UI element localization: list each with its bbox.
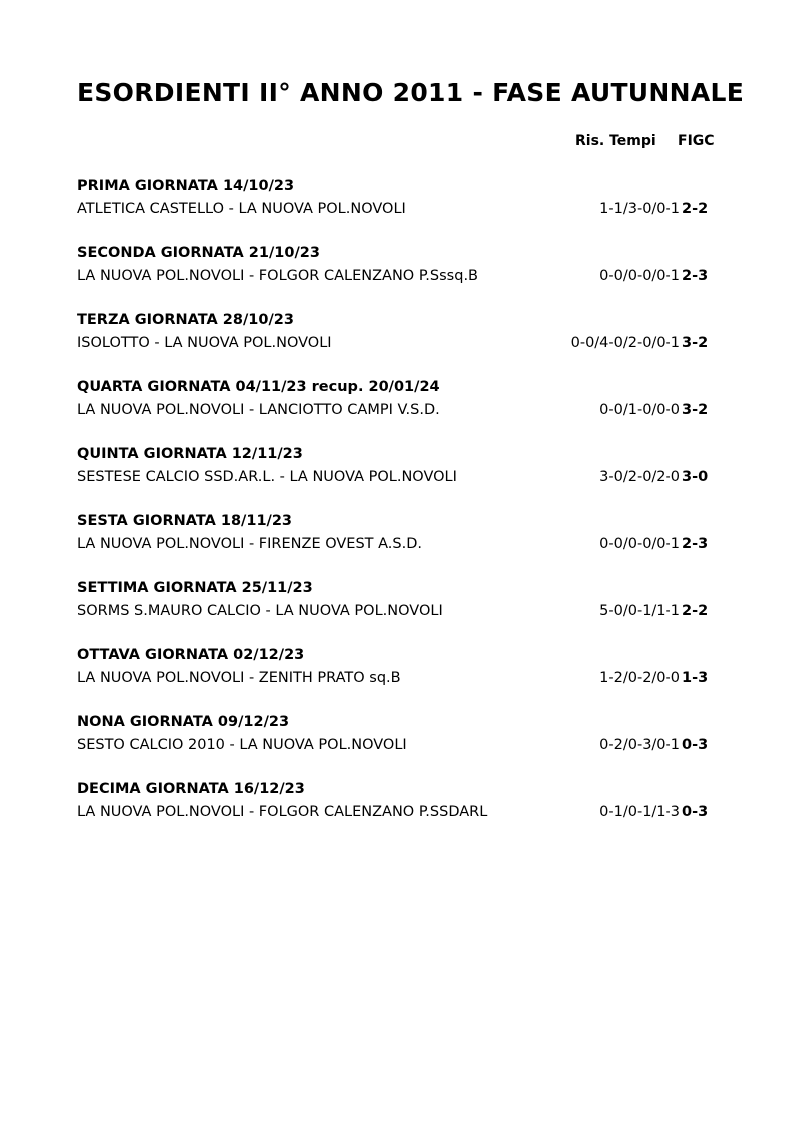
match-teams: SESTESE CALCIO SSD.AR.L. - LA NUOVA POL.NOVOLI <box>77 469 457 485</box>
round-title: SETTIMA GIORNATA 25/11/23 <box>77 580 313 596</box>
match-period-scores: 0-0/4-0/2-0/0-1 <box>570 335 680 351</box>
match-teams: SORMS S.MAURO CALCIO - LA NUOVA POL.NOVOLI <box>77 603 443 619</box>
match-period-scores: 5-0/0-1/1-1 <box>599 603 680 619</box>
match-figc-result: 1-3 <box>682 670 709 686</box>
match-teams: LA NUOVA POL.NOVOLI - FOLGOR CALENZANO P.SSDARL <box>77 804 488 820</box>
match-teams: LA NUOVA POL.NOVOLI - LANCIOTTO CAMPI V.S.D. <box>77 402 440 418</box>
match-teams: LA NUOVA POL.NOVOLI - FIRENZE OVEST A.S.D. <box>77 536 422 552</box>
round-title: QUARTA GIORNATA 04/11/23 recup. 20/01/24 <box>77 379 440 395</box>
match-period-scores: 0-0/0-0/0-1 <box>599 536 680 552</box>
round-title: OTTAVA GIORNATA 02/12/23 <box>77 647 305 663</box>
match-period-scores: 0-2/0-3/0-1 <box>599 737 680 753</box>
match-figc-result: 2-3 <box>682 536 709 552</box>
match-figc-result: 3-2 <box>682 335 709 351</box>
round-title: SESTA GIORNATA 18/11/23 <box>77 513 293 529</box>
header-tempi: Ris. Tempi <box>575 133 656 149</box>
match-figc-result: 3-0 <box>682 469 709 485</box>
round-title: SECONDA GIORNATA 21/10/23 <box>77 245 320 261</box>
round-title: TERZA GIORNATA 28/10/23 <box>77 312 294 328</box>
match-teams: ISOLOTTO - LA NUOVA POL.NOVOLI <box>77 335 332 351</box>
match-figc-result: 2-2 <box>682 603 709 619</box>
match-figc-result: 2-3 <box>682 268 709 284</box>
round-5 <box>0 446 795 513</box>
page-title: ESORDIENTI II° ANNO 2011 - FASE AUTUNNALE <box>77 78 745 107</box>
match-teams: SESTO CALCIO 2010 - LA NUOVA POL.NOVOLI <box>77 737 407 753</box>
match-period-scores: 0-1/0-1/1-3 <box>599 804 680 820</box>
round-title: QUINTA GIORNATA 12/11/23 <box>77 446 303 462</box>
match-figc-result: 3-2 <box>682 402 709 418</box>
match-figc-result: 0-3 <box>682 737 709 753</box>
round-10 <box>0 781 795 848</box>
header-figc: FIGC <box>678 133 715 149</box>
match-period-scores: 0-0/1-0/0-0 <box>599 402 680 418</box>
match-figc-result: 0-3 <box>682 804 709 820</box>
round-title: DECIMA GIORNATA 16/12/23 <box>77 781 305 797</box>
round-9 <box>0 714 795 781</box>
rounds-list <box>0 178 795 848</box>
round-2 <box>0 245 795 312</box>
match-period-scores: 0-0/0-0/0-1 <box>599 268 680 284</box>
round-3 <box>0 312 795 379</box>
match-period-scores: 1-2/0-2/0-0 <box>599 670 680 686</box>
round-8 <box>0 647 795 714</box>
match-period-scores: 3-0/2-0/2-0 <box>599 469 680 485</box>
round-4 <box>0 379 795 446</box>
match-teams: ATLETICA CASTELLO - LA NUOVA POL.NOVOLI <box>77 201 406 217</box>
match-figc-result: 2-2 <box>682 201 709 217</box>
match-period-scores: 1-1/3-0/0-1 <box>599 201 680 217</box>
match-teams: LA NUOVA POL.NOVOLI - FOLGOR CALENZANO P.Sssq.B <box>77 268 478 284</box>
round-6 <box>0 513 795 580</box>
round-7 <box>0 580 795 647</box>
round-title: NONA GIORNATA 09/12/23 <box>77 714 290 730</box>
round-1 <box>0 178 795 245</box>
match-teams: LA NUOVA POL.NOVOLI - ZENITH PRATO sq.B <box>77 670 401 686</box>
round-title: PRIMA GIORNATA 14/10/23 <box>77 178 295 194</box>
